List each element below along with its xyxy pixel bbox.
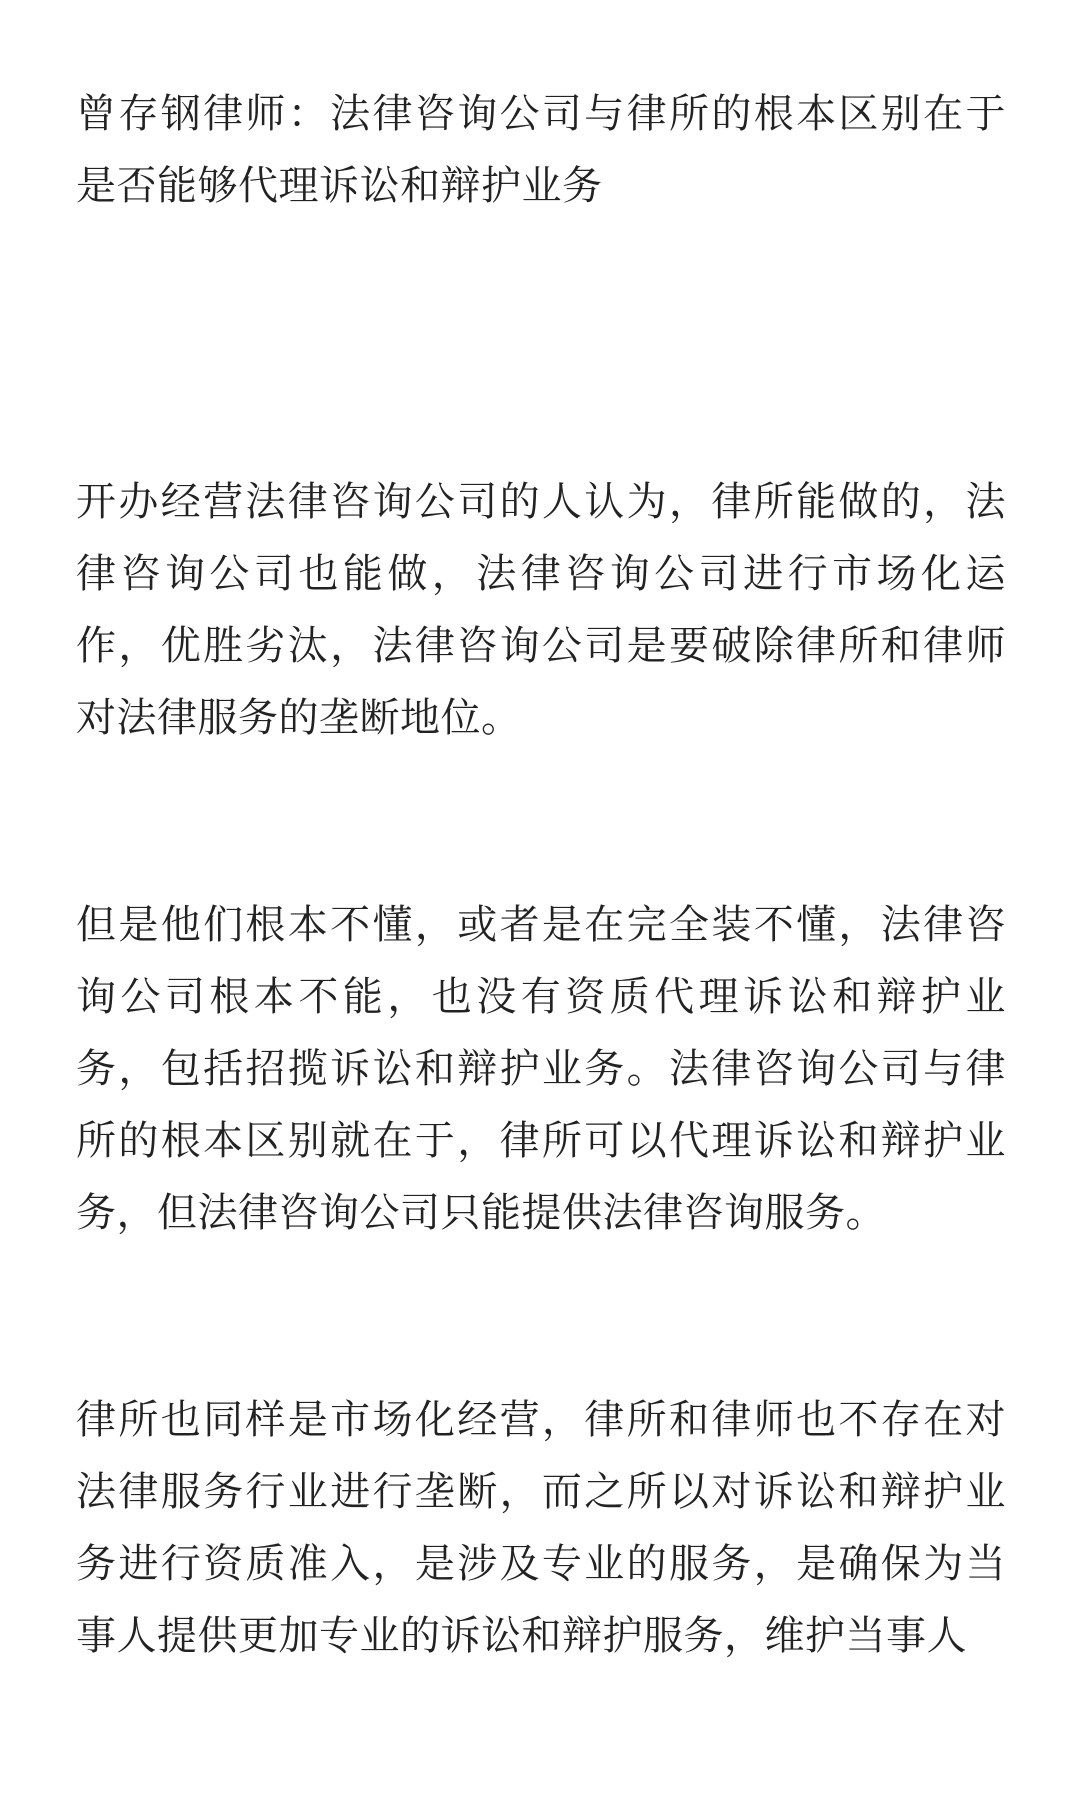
article-title: 曾存钢律师：法律咨询公司与律所的根本区别在于是否能够代理诉讼和辩护业务 [76, 91, 1006, 209]
article-paragraph-2: 但是他们根本不懂，或者是在完全装不懂，法律咨询公司根本不能，也没有资质代理诉讼和辩护业务，包括招揽诉讼和辩护业务。法律咨询公司与律所的根本区别就在于，律所可以代理诉讼和辩护业务，但法律咨询公司只能提供法律咨询服务。 [76, 902, 1006, 1236]
article-paragraph-1: 开办经营法律咨询公司的人认为，律所能做的，法律咨询公司也能做，法律咨询公司进行市场化运作，优胜劣汰，法律咨询公司是要破除律所和律师对法律服务的垄断地位。 [76, 479, 1006, 741]
article-paragraph-3: 律所也同样是市场化经营，律所和律师也不存在对法律服务行业进行垄断，而之所以对诉讼和辩护业务进行资质准入，是涉及专业的服务，是确保为当事人提供更加专业的诉讼和辩护服务，维护当事人 [76, 1397, 1006, 1659]
